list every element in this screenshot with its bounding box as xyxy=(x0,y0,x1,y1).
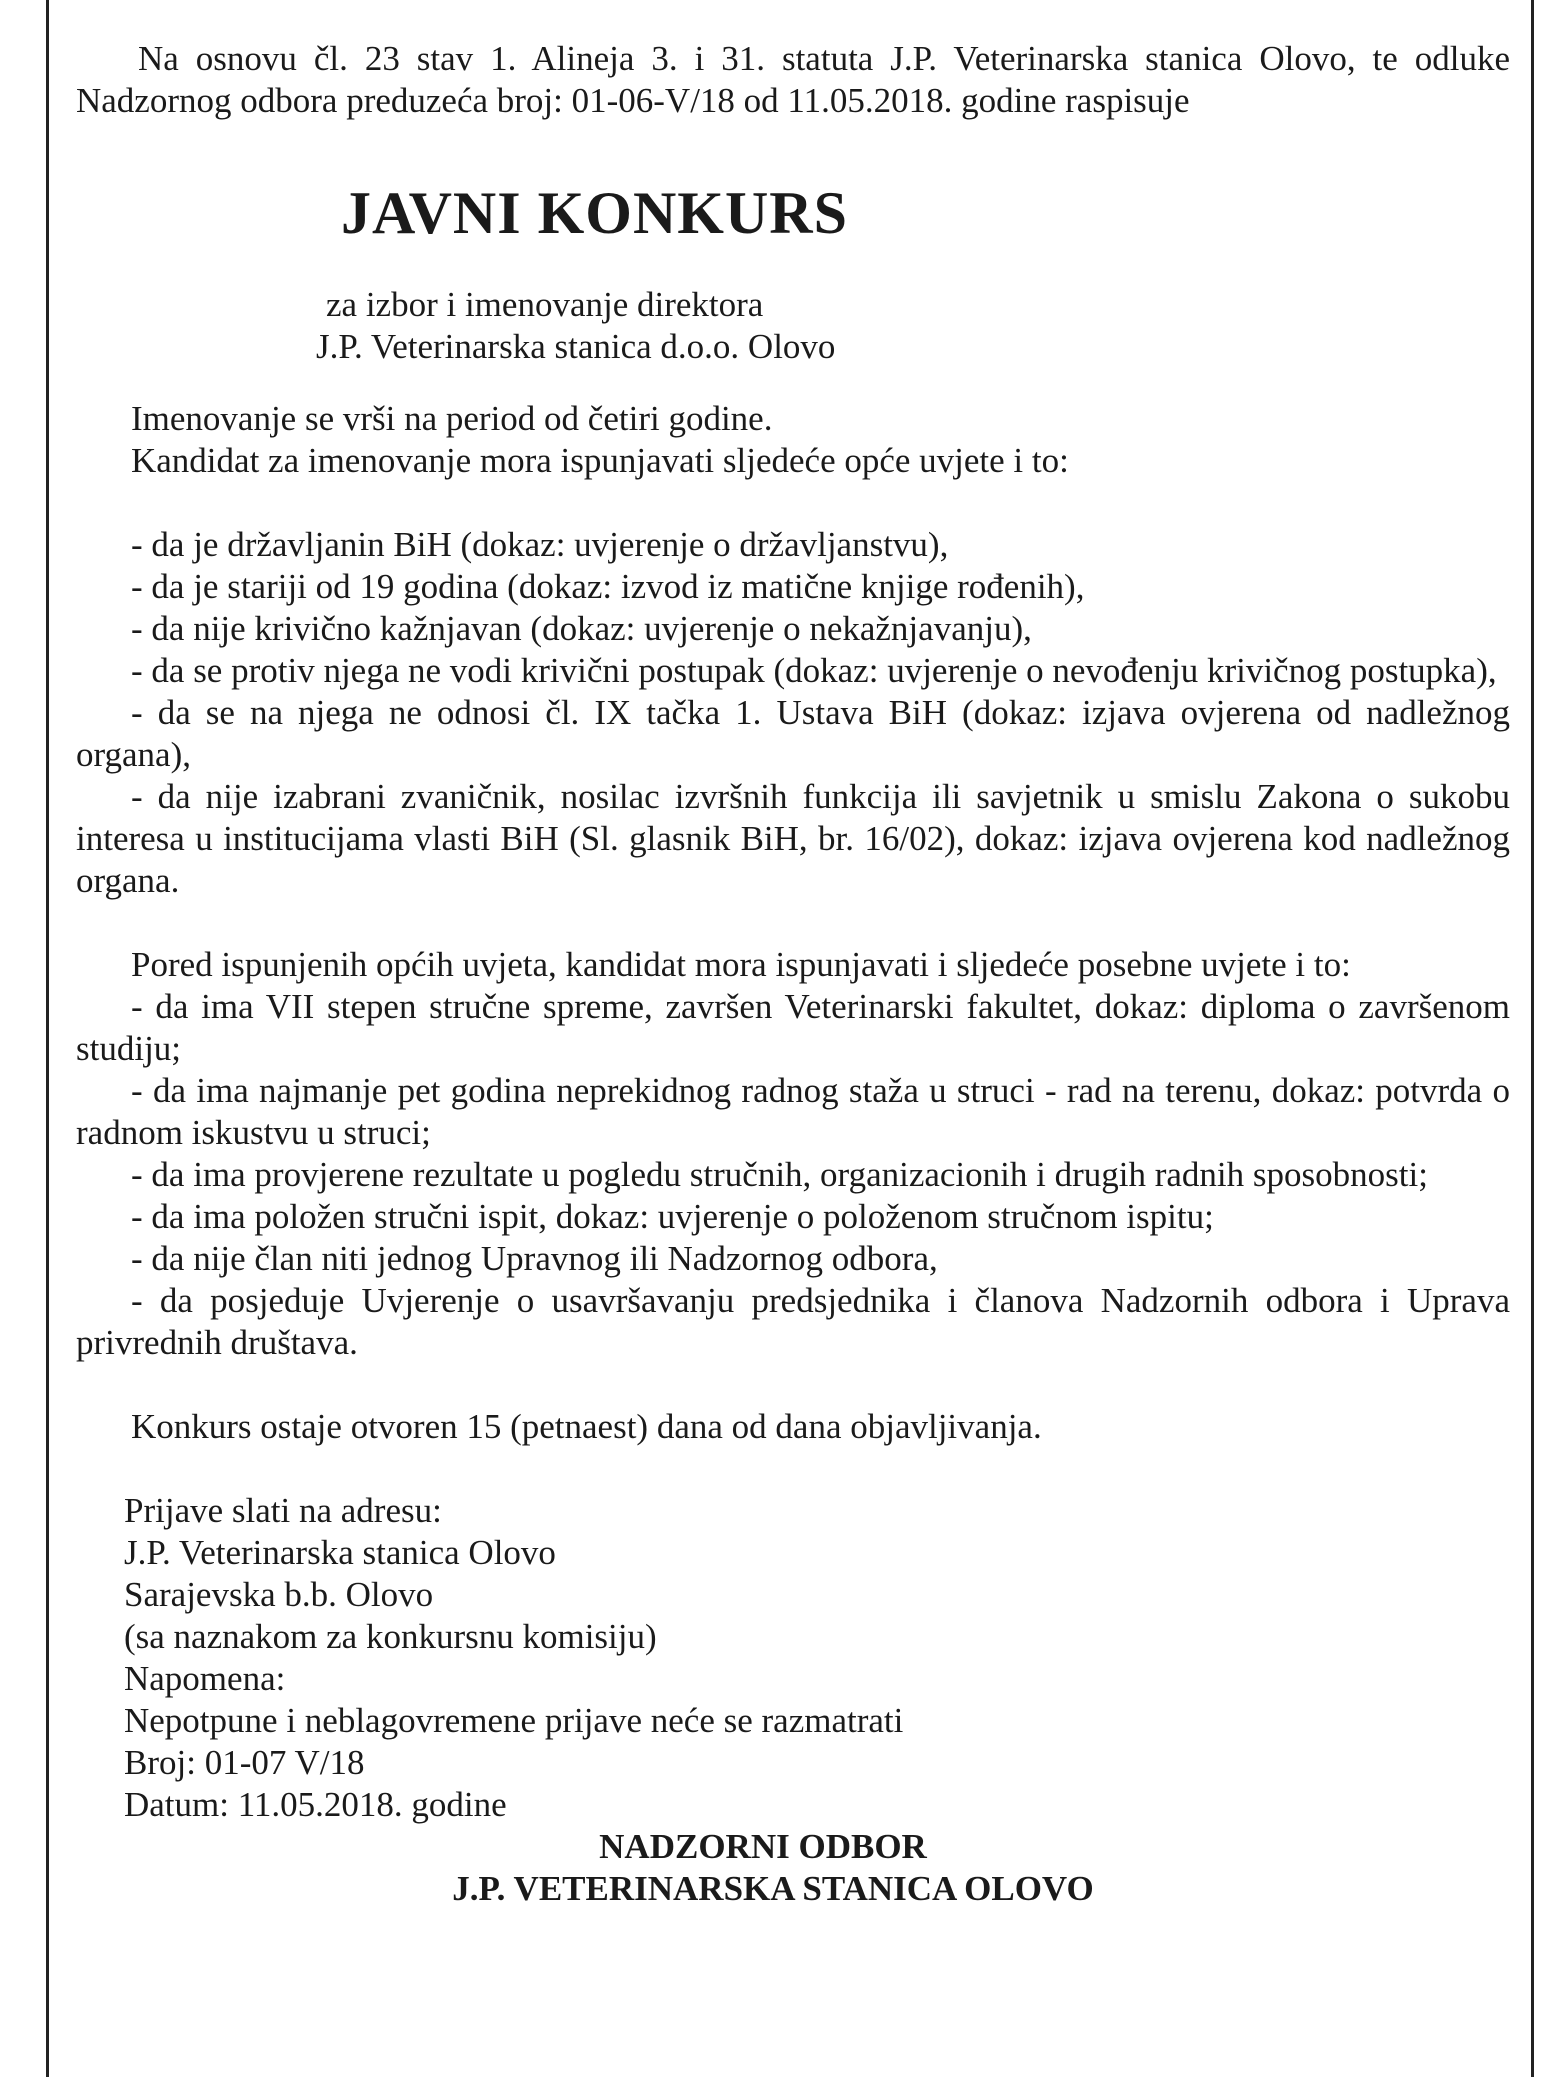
list-item: - da ima položen stručni ispit, dokaz: uvjerenje o položenom stručnom ispitu; xyxy=(131,1197,1214,1236)
general-conditions-list xyxy=(76,524,1510,902)
list-item: - da ima najmanje pet godina neprekidnog radnog staža u struci - rad na terenu, dokaz: potvrda o radnom iskustvu u struci; xyxy=(76,1071,1510,1152)
list-item: - da je stariji od 19 godina (dokaz: izvod iz matične knjige rođenih), xyxy=(131,567,1085,606)
list-item: - da je državljanin BiH (dokaz: uvjerenje o državljanstvu), xyxy=(131,525,949,564)
address-line-1: J.P. Veterinarska stanica Olovo xyxy=(124,1533,556,1572)
issue-date: Datum: 11.05.2018. godine xyxy=(124,1785,507,1824)
open-period-text: Konkurs ostaje otvoren 15 (petnaest) dana od dana objavljivanja. xyxy=(131,1407,1042,1446)
list-item: - da se protiv njega ne vodi krivični postupak (dokaz: uvjerenje o nevođenju krivičnog postupka), xyxy=(131,651,1497,690)
subtitle-line-1: za izbor i imenovanje direktora xyxy=(326,285,764,324)
signature-line-2: J.P. VETERINARSKA STANICA OLOVO xyxy=(452,1869,1094,1908)
special-conditions-intro: Pored ispunjenih općih uvjeta, kandidat mora ispunjavati i sljedeće posebne uvjete i to: xyxy=(131,945,1351,984)
address-line-2: Sarajevska b.b. Olovo xyxy=(124,1575,434,1614)
list-item: - da nije član niti jednog Upravnog ili Nadzornog odbora, xyxy=(131,1239,938,1278)
note-heading: Napomena: xyxy=(124,1659,286,1698)
general-conditions-intro: Kandidat za imenovanje mora ispunjavati sljedeće opće uvjete i to: xyxy=(131,441,1069,480)
note-text: Nepotpune i neblagovremene prijave neće se razmatrati xyxy=(124,1701,904,1740)
list-item: - da ima VII stepen stručne spreme, završen Veterinarski fakultet, dokaz: diploma o završenom studiju; xyxy=(76,987,1510,1068)
notice-title: JAVNI KONKURS xyxy=(341,180,848,246)
address-block xyxy=(76,1490,1510,1826)
address-line-3: (sa naznakom za konkursnu komisiju) xyxy=(124,1617,657,1656)
list-item: - da se na njega ne odnosi čl. IX tačka 1. Ustava BiH (dokaz: izjava ovjerena od nadležnog organa), xyxy=(76,693,1510,774)
list-item: - da posjeduje Uvjerenje o usavršavanju predsjednika i članova Nadzornih odbora i Uprava privrednih društava. xyxy=(76,1281,1510,1362)
period-text: Imenovanje se vrši na period od četiri godine. xyxy=(131,399,773,438)
notice-subtitle xyxy=(316,284,1510,368)
public-notice xyxy=(76,38,1510,1910)
list-item: - da ima provjerene rezultate u pogledu stručnih, organizacionih i drugih radnih sposobnosti; xyxy=(131,1155,1428,1194)
special-conditions-list xyxy=(76,986,1510,1364)
list-item: - da nije izabrani zvaničnik, nosilac izvršnih funkcija ili savjetnik u smislu Zakona o sukobu interesa u institucijama vlasti BiH (Sl. glasnik BiH, br. 16/02), dokaz: izjava ovjerena kod nadležnog organa. xyxy=(76,777,1510,900)
signature-line-1: NADZORNI ODBOR xyxy=(599,1827,927,1866)
list-item: - da nije krivično kažnjavan (dokaz: uvjerenje o nekažnjavanju), xyxy=(131,609,1032,648)
address-heading: Prijave slati na adresu: xyxy=(124,1491,442,1530)
intro-paragraph: Na osnovu čl. 23 stav 1. Alineja 3. i 31. statuta J.P. Veterinarska stanica Olovo, te odluke Nadzornog odbora preduzeća broj: 01-06-V/18 od 11.05.2018. godine raspisuje xyxy=(76,39,1510,120)
signature-block xyxy=(76,1826,1510,1910)
reference-number: Broj: 01-07 V/18 xyxy=(124,1743,365,1782)
subtitle-line-2: J.P. Veterinarska stanica d.o.o. Olovo xyxy=(316,327,836,366)
